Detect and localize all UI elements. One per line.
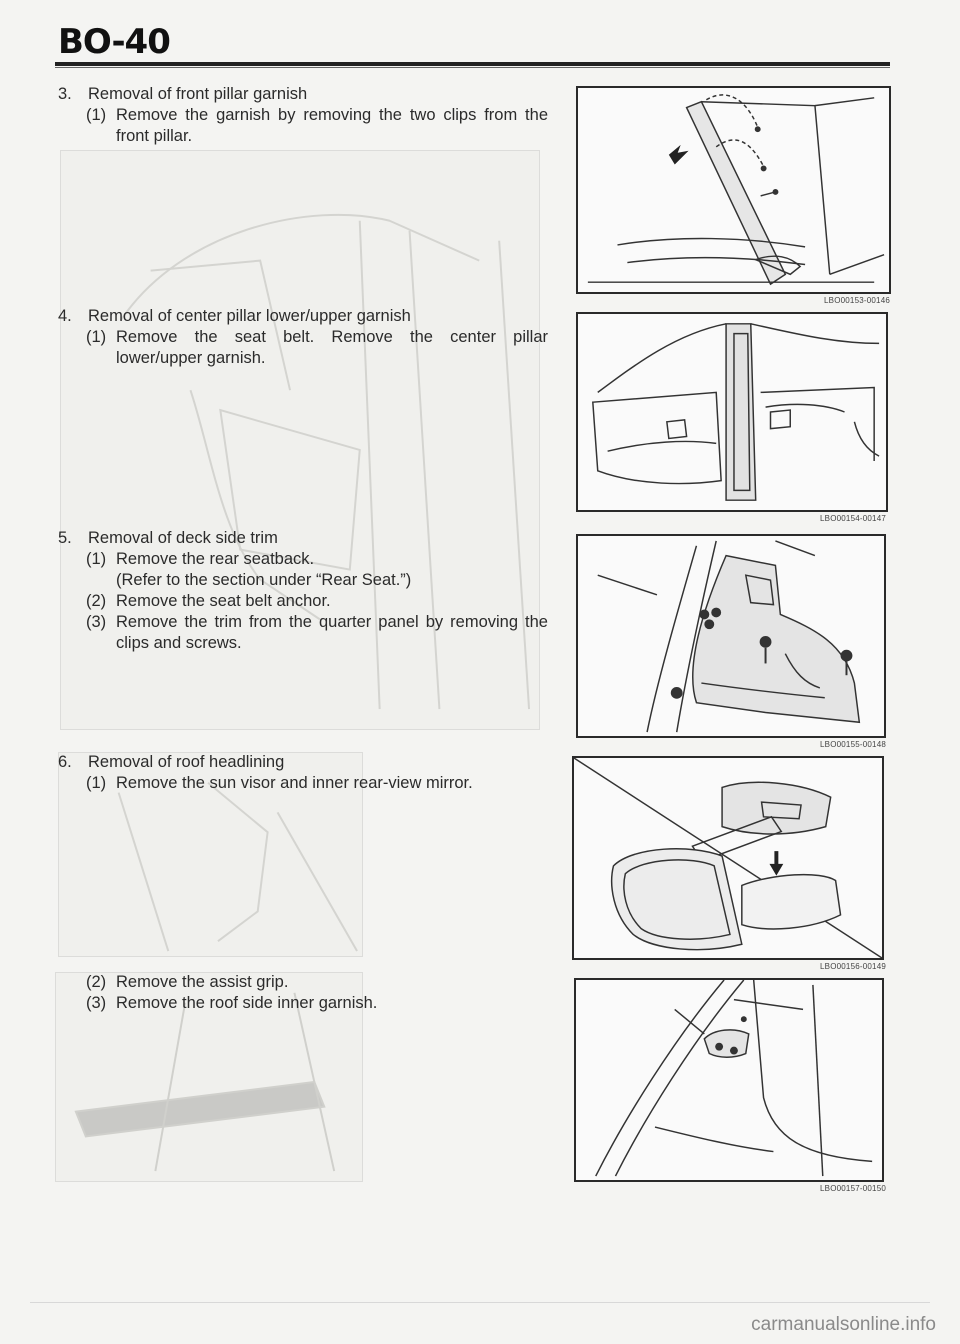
substep-text: Remove the rear seatback. <box>116 550 315 568</box>
substep-number: (1) <box>86 550 107 568</box>
clip-marker <box>755 126 761 132</box>
substep-number: (3) <box>86 994 107 1012</box>
substep-text: Remove the trim from the quarter panel by removing the clips and screws. <box>116 613 548 652</box>
substep <box>58 105 548 147</box>
figure-code: LBO00155-00148 <box>820 740 886 749</box>
step-title: Removal of deck side trim <box>88 529 278 547</box>
deck-side-trim-illustration <box>578 536 884 736</box>
substep-text: Remove the sun visor and inner rear-view mirror. <box>116 774 473 792</box>
page-number: BO-40 <box>58 22 170 62</box>
watermark: carmanualsonline.info <box>751 1314 936 1335</box>
front-pillar-illustration <box>578 88 889 292</box>
step-title: Removal of center pillar lower/upper garnish <box>88 307 411 325</box>
substep <box>58 993 548 1014</box>
figure-code: LBO00157-00150 <box>820 1184 886 1193</box>
clip-marker <box>761 165 767 171</box>
step-6 <box>58 752 548 794</box>
figure-code: LBO00156-00149 <box>820 962 886 971</box>
assist-grip-illustration <box>576 980 882 1180</box>
substep-text: Remove the seat belt. Remove the center pillar lower/upper garnish. <box>116 328 548 367</box>
substep-number: (1) <box>86 328 107 346</box>
step-5 <box>58 528 548 654</box>
step-4 <box>58 306 548 369</box>
substep-number: (3) <box>86 613 107 631</box>
figure-center-pillar-garnish <box>576 312 888 512</box>
figure-front-pillar-garnish <box>576 86 891 294</box>
substep <box>58 549 548 570</box>
substep <box>58 591 548 612</box>
step-3 <box>58 84 548 147</box>
clip-marker <box>772 189 778 195</box>
rear-view-mirror-illustration <box>574 758 882 958</box>
substep <box>58 773 548 794</box>
header-rule-thin <box>55 67 890 68</box>
step-number: 6. <box>58 753 72 771</box>
center-pillar-illustration <box>578 314 886 510</box>
step-6-continued <box>58 972 548 1014</box>
step-title: Removal of front pillar garnish <box>88 85 308 103</box>
substep-text: Remove the garnish by removing the two clips from the front pillar. <box>116 106 548 145</box>
figure-assist-grip <box>574 978 884 1182</box>
step-title: Removal of roof headlining <box>88 753 285 771</box>
substep <box>58 972 548 993</box>
substep <box>58 612 548 654</box>
substep-number: (2) <box>86 973 107 991</box>
step-number: 5. <box>58 529 72 547</box>
figure-deck-side-trim <box>576 534 886 738</box>
figure-code: LBO00154-00147 <box>820 514 886 523</box>
figure-code: LBO00153-00146 <box>824 296 890 305</box>
substep-number: (1) <box>86 106 107 124</box>
header-rule <box>55 62 890 66</box>
substep-text: Remove the roof side inner garnish. <box>116 994 378 1012</box>
substep-text: Remove the assist grip. <box>116 973 289 991</box>
arrow-icon <box>669 145 689 165</box>
arrow-down-icon <box>769 851 783 876</box>
figure-rear-view-mirror <box>572 756 884 960</box>
step-number: 4. <box>58 307 72 325</box>
substep <box>58 327 548 369</box>
step-number: 3. <box>58 85 72 103</box>
substep-number: (1) <box>86 774 107 792</box>
reference-note: (Refer to the section under “Rear Seat.”) <box>116 571 412 589</box>
footer-rule <box>30 1302 930 1303</box>
substep-text: Remove the seat belt anchor. <box>116 592 331 610</box>
substep-number: (2) <box>86 592 107 610</box>
